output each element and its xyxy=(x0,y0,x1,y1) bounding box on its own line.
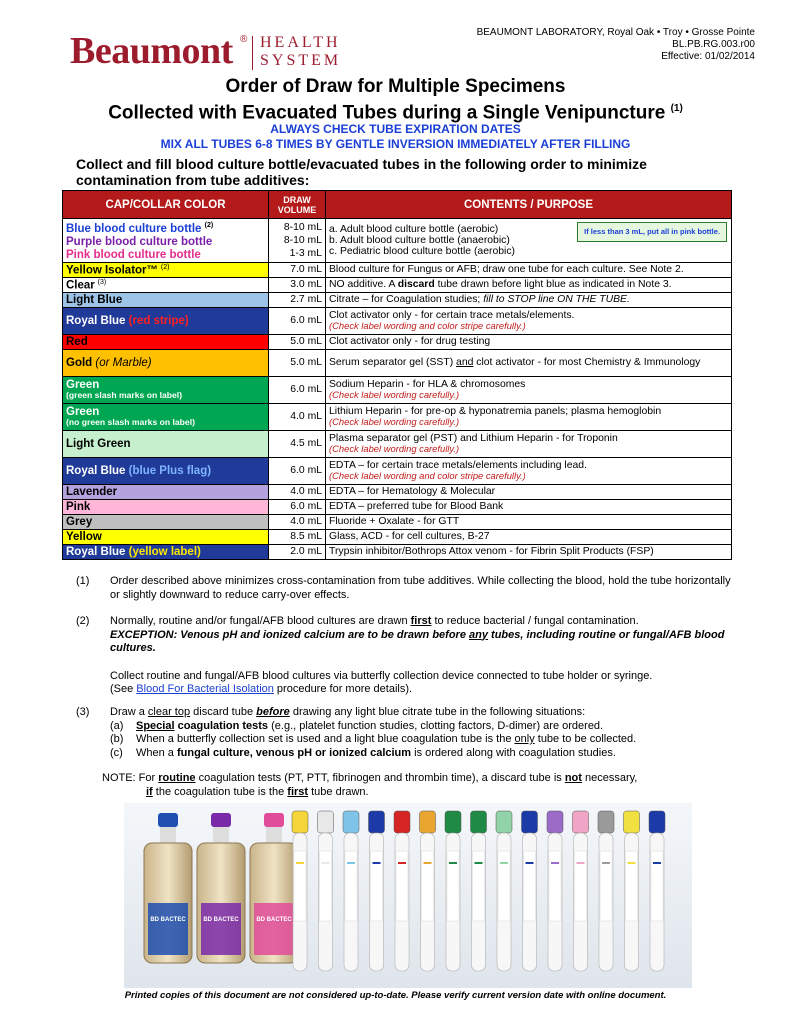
vol-gold: 5.0 mL xyxy=(269,349,326,376)
note-coag-first: first xyxy=(287,785,309,798)
cap-lavender-label: Lavender xyxy=(66,485,118,498)
title-footnote-ref: (1) xyxy=(670,103,683,114)
bottle-label-text: BD BACTEC xyxy=(256,917,292,923)
tube-cap xyxy=(522,811,538,833)
note-1-text: Order described above minimizes cross-contamination from tube additives. While collecting the blood, hold the tube horizontally or slightly downward to reduce carry-over effects. xyxy=(110,575,731,601)
cap-royal-blue-yellow xyxy=(63,544,269,559)
contents-royal-blue-plus-note: (Check label wording and color stripe carefully.) xyxy=(329,470,526,482)
contents-yellow-isolator: Blood culture for Fungus or AFB; draw one tube for each culture. See Note 2. xyxy=(326,262,732,277)
contents-green-lithium xyxy=(326,403,732,430)
contents-clear-post: tube drawn before light blue as indicated in Note 3. xyxy=(434,279,672,291)
note-2-exception-a: EXCEPTION: Venous pH and ionized calcium are to be drawn before xyxy=(110,628,469,641)
note-coag-part-c: necessary, xyxy=(581,772,638,784)
note-2-first: first xyxy=(410,615,432,627)
note-1 xyxy=(76,575,736,602)
contents-light-green xyxy=(326,430,732,457)
tube-label xyxy=(498,851,510,921)
table-row-light-green xyxy=(63,430,732,457)
bottle-label-text: BD BACTEC xyxy=(203,917,239,923)
contents-light-blue-text: Citrate – for Coagulation studies; xyxy=(329,294,484,306)
cap-gold xyxy=(63,349,269,376)
tube-cap xyxy=(598,811,614,833)
cap-lavender xyxy=(63,484,269,499)
page-title xyxy=(0,76,791,124)
tube xyxy=(343,811,359,971)
note-coag-part-a: For xyxy=(135,772,159,784)
bottle-neck xyxy=(266,827,282,845)
note-2-part-b: to reduce bacterial / fungal contamination. xyxy=(431,615,639,627)
note-3-part-b: discard tube xyxy=(190,706,257,718)
contents-green-sodium-text: Sodium Heparin - for HLA & chromosomes xyxy=(329,379,526,391)
contents-gold-post: clot activator - for most Chemistry & Immunology xyxy=(473,356,701,368)
note-coag-part-b: coagulation tests (PT, PTT, fibrinogen and thrombin time), a discard tube is xyxy=(195,772,565,784)
cap-blue-note: (2) xyxy=(204,222,214,229)
contents-green-lithium-note: (Check label wording carefully.) xyxy=(329,416,460,428)
cap-grey xyxy=(63,514,269,529)
table-row-red xyxy=(63,334,732,349)
cap-yellow xyxy=(63,529,269,544)
bottle-label-band xyxy=(254,903,294,955)
note-2-see-a: (See xyxy=(110,683,137,695)
table-row-lavender xyxy=(63,484,732,499)
tube-label xyxy=(422,851,434,921)
cap-red xyxy=(63,334,269,349)
vol-lavender: 4.0 mL xyxy=(269,484,326,499)
note-3a-rest: (e.g., platelet function studies, clotting factors, D-dimer) are ordered. xyxy=(268,719,604,732)
vol-green-lithium: 4.0 mL xyxy=(269,403,326,430)
bottle-neck xyxy=(160,827,176,845)
cap-blue-label: Blue blood culture bottle xyxy=(66,222,202,235)
cap-green-no-slash xyxy=(63,403,269,430)
cap-yellow-label-accent: (yellow label) xyxy=(128,545,201,558)
warning-inversion: MIX ALL TUBES 6-8 TIMES BY GENTLE INVERSION IMMEDIATELY AFTER FILLING xyxy=(160,137,631,151)
logo-system: SYSTEM xyxy=(260,52,342,69)
vol-blue: 8-10 mL xyxy=(283,221,322,233)
contents-pink: EDTA – preferred tube for Blood Bank xyxy=(326,499,732,514)
tube-label xyxy=(294,851,306,921)
tube-cap xyxy=(471,811,487,833)
note-3-before: before xyxy=(256,706,290,718)
contents-gold-pre: Serum separator gel (SST) xyxy=(329,356,457,368)
header-cap-color: CAP/COLLAR COLOR xyxy=(63,191,269,219)
cap-clear-note: (3) xyxy=(97,278,107,286)
table-row-blood-culture xyxy=(63,219,732,263)
cap-pink-label: Pink xyxy=(66,500,91,513)
cap-clear-label: Clear xyxy=(66,279,95,292)
note-2-number: (2) xyxy=(76,615,90,627)
contents-green-sodium-note: (Check label wording carefully.) xyxy=(329,389,460,401)
tube-label xyxy=(473,851,485,921)
contents-light-green-text: Plasma separator gel (PST) and Lithium Heparin - for Troponin xyxy=(329,433,618,445)
cap-blood-culture xyxy=(63,219,269,263)
vol-green-sodium: 6.0 mL xyxy=(269,376,326,403)
cap-pink-bottle: Pink blood culture bottle xyxy=(66,248,201,261)
note-2-part-a: Normally, routine and/or fungal/AFB blood cultures are drawn xyxy=(110,615,411,627)
tube-label xyxy=(371,851,383,921)
table-row-yellow xyxy=(63,529,732,544)
cap-yellow-isolator-label: Yellow Isolator™ xyxy=(66,264,159,277)
tube xyxy=(496,811,512,971)
vol-pink: 1-3 mL xyxy=(289,247,322,259)
cap-royal-blue-plus xyxy=(63,457,269,484)
note-3a-bold: coagulation tests xyxy=(174,719,269,732)
tube xyxy=(649,811,665,971)
cap-royal-blue-yellow-label: Royal Blue xyxy=(66,545,129,558)
contents-clear xyxy=(326,277,732,292)
cap-purple-bottle: Purple blood culture bottle xyxy=(66,235,213,248)
cap-royal-blue-plus-label: Royal Blue xyxy=(66,464,129,477)
tube-cap xyxy=(496,811,512,833)
title-line-2 xyxy=(0,98,791,124)
cap-royal-blue-red-stripe xyxy=(63,307,269,334)
table-row-light-blue xyxy=(63,292,732,307)
tube xyxy=(369,811,385,971)
evacuated-tubes xyxy=(292,811,665,971)
bottle-label-text: BD BACTEC xyxy=(150,917,186,923)
bottle-neck xyxy=(213,827,229,845)
logo-registered-mark: ® xyxy=(240,34,248,45)
table-row-green-lithium xyxy=(63,403,732,430)
tube-label xyxy=(345,851,357,921)
note-coag-label: NOTE: xyxy=(102,772,136,784)
tube xyxy=(573,811,589,971)
vol-purple: 8-10 mL xyxy=(283,234,322,246)
cap-gold-accent: (or Marble) xyxy=(95,356,152,369)
contents-pediatric: c. Pediatric blood culture bottle (aerobic) xyxy=(329,245,515,257)
tube-label xyxy=(549,851,561,921)
note-3-number: (3) xyxy=(76,706,90,718)
cap-green-no-slash-label: Green xyxy=(66,406,100,419)
table-row-gold xyxy=(63,349,732,376)
cap-royal-blue-label: Royal Blue xyxy=(66,314,129,327)
note-1-number: (1) xyxy=(76,575,90,587)
tube-label xyxy=(524,851,536,921)
blood-bacterial-isolation-link[interactable]: Blood For Bacterial Isolation xyxy=(136,683,274,695)
contents-yellow: Glass, ACD - for cell cultures, B-27 xyxy=(326,529,732,544)
note-coag-part-e: tube drawn. xyxy=(308,785,369,798)
note-3a-special: Special xyxy=(136,719,175,732)
tube xyxy=(445,811,461,971)
tube xyxy=(292,811,308,971)
note-coag-not: not xyxy=(564,772,582,784)
note-3-clear-top: clear top xyxy=(147,706,191,718)
note-2-collect xyxy=(110,670,736,697)
cap-light-green xyxy=(63,430,269,457)
tube xyxy=(624,811,640,971)
document-meta xyxy=(477,27,755,63)
tube-label xyxy=(651,851,663,921)
note-3 xyxy=(76,706,736,799)
tube-label xyxy=(447,851,459,921)
effective-date: Effective: 01/02/2014 xyxy=(661,51,755,62)
note-coag-routine: routine xyxy=(158,772,196,784)
table-header-row xyxy=(63,191,732,219)
cap-pink xyxy=(63,499,269,514)
tubes-illustration xyxy=(124,803,692,988)
vol-light-green: 4.5 mL xyxy=(269,430,326,457)
tube xyxy=(522,811,538,971)
lab-locations: BEAUMONT LABORATORY, Royal Oak • Troy • Grosse Pointe xyxy=(476,27,755,38)
contents-royal-blue-red-text: Clot activator only - for certain trace metals/elements. xyxy=(329,310,575,322)
cap-blue-plus-accent: (blue Plus flag) xyxy=(128,464,212,477)
contents-aerobic: a. Adult blood culture bottle (aerobic) xyxy=(329,223,499,235)
logo-divider xyxy=(252,36,253,70)
contents-clear-pre: NO additive. A xyxy=(329,279,398,291)
logo-wordmark: Beaumont xyxy=(70,30,233,72)
vol-yellow-isolator: 7.0 mL xyxy=(269,262,326,277)
vol-pink-tube: 6.0 mL xyxy=(269,499,326,514)
contents-lavender: EDTA – for Hematology & Molecular xyxy=(326,484,732,499)
bottle-cap xyxy=(264,813,284,827)
cap-yellow-label: Yellow xyxy=(66,530,102,543)
header-contents: CONTENTS / PURPOSE xyxy=(326,191,732,219)
vol-royal-blue-yellow: 2.0 mL xyxy=(269,544,326,559)
note-3b-part-b: tube to be collected. xyxy=(534,733,637,745)
note-2-text xyxy=(110,615,736,656)
footer-disclaimer: Printed copies of this document are not considered up-to-date. Please verify current version date with online document. xyxy=(124,990,667,1001)
table-row-grey xyxy=(63,514,732,529)
tube-cap xyxy=(420,811,436,833)
contents-red: Clot activator only - for drug testing xyxy=(326,334,732,349)
intro-text: Collect and fill blood culture bottle/evacuated tubes in the following order to minimize contamination from tube additives: xyxy=(76,156,647,188)
vol-red: 5.0 mL xyxy=(269,334,326,349)
tube-label xyxy=(320,851,332,921)
note-3c-part-a: When a xyxy=(136,746,177,759)
tube xyxy=(598,811,614,971)
note-coag xyxy=(102,772,736,799)
tube-cap xyxy=(343,811,359,833)
note-3b-part-a: When a butterfly collection set is used and a light blue coagulation tube is the xyxy=(136,733,515,745)
header-draw-volume: DRAW VOLUME xyxy=(269,191,326,219)
note-2-exception-b: tubes, including routine or fungal/AFB blood cultures. xyxy=(110,628,725,654)
tube-label xyxy=(600,851,612,921)
note-3b-label: (b) xyxy=(110,733,124,745)
table-row-royal-blue-yellow xyxy=(63,544,732,559)
logo-health: HEALTH xyxy=(260,34,341,51)
note-3c-bold: fungal culture, venous pH or ionized calcium xyxy=(176,746,412,759)
cap-green-slash xyxy=(63,376,269,403)
note-coag-if: if xyxy=(146,785,153,798)
tube xyxy=(394,811,410,971)
note-2-exception-any: any xyxy=(469,628,488,641)
contents-clear-bold: discard xyxy=(397,279,435,291)
note-3c-part-b: is ordered along with coagulation studies. xyxy=(411,746,616,759)
contents-light-green-note: (Check label wording carefully.) xyxy=(329,443,460,455)
cap-yellow-isolator xyxy=(63,262,269,277)
tube xyxy=(420,811,436,971)
cap-grey-label: Grey xyxy=(66,515,93,528)
note-2-collect-text: Collect routine and fungal/AFB blood cultures via butterfly collection device connected to tube holder or syringe. xyxy=(110,669,653,682)
tube xyxy=(471,811,487,971)
vol-yellow: 8.5 mL xyxy=(269,529,326,544)
contents-royal-blue-yellow: Trypsin inhibitor/Bothrops Attox venom - for Fibrin Split Products (FSP) xyxy=(326,544,732,559)
pink-bottle-callout: If less than 3 mL, put all in pink bottle. xyxy=(577,222,727,242)
contents-gold xyxy=(326,349,732,376)
cap-green-slash-sub: (green slash marks on label) xyxy=(66,390,183,401)
cap-clear xyxy=(63,277,269,292)
document-id: BL.PB.RG.003.r00 xyxy=(672,39,755,50)
tube-cap xyxy=(292,811,308,833)
contents-light-blue-italic: fill to STOP line ON THE TUBE. xyxy=(483,294,630,306)
tube-cap xyxy=(318,811,334,833)
tube xyxy=(547,811,563,971)
cap-light-blue xyxy=(63,292,269,307)
contents-royal-blue-plus-text: EDTA – for certain trace metals/elements including lead. xyxy=(329,460,587,472)
tube-cap xyxy=(624,811,640,833)
tubes-photo xyxy=(124,803,692,988)
note-3-text xyxy=(110,706,736,760)
bottle-label-band xyxy=(148,903,188,955)
note-3a-label: (a) xyxy=(110,719,124,732)
warnings xyxy=(0,122,791,152)
tube-label xyxy=(396,851,408,921)
contents-green-lithium-text: Lithium Heparin - for pre-op & hyponatremia panels; plasma hemoglobin xyxy=(329,406,662,418)
table-row-royal-blue-plus xyxy=(63,457,732,484)
note-3-part-c: drawing any light blue citrate tube in the following situations: xyxy=(289,706,586,718)
tube-label xyxy=(626,851,638,921)
contents-royal-blue-plus xyxy=(326,457,732,484)
tube-cap xyxy=(573,811,589,833)
tube xyxy=(318,811,334,971)
tube-cap xyxy=(394,811,410,833)
vol-clear: 3.0 mL xyxy=(269,277,326,292)
bottle-label-band xyxy=(201,903,241,955)
tube-cap xyxy=(547,811,563,833)
vol-royal-blue-red: 6.0 mL xyxy=(269,307,326,334)
cap-green-slash-label: Green xyxy=(66,379,100,392)
table-row-green-sodium xyxy=(63,376,732,403)
contents-light-blue xyxy=(326,292,732,307)
cap-red-label: Red xyxy=(66,335,88,348)
cap-light-blue-label: Light Blue xyxy=(66,293,123,306)
order-of-draw-table xyxy=(62,190,732,560)
vol-light-blue: 2.7 mL xyxy=(269,292,326,307)
bottle-cap xyxy=(211,813,231,827)
contents-blood-culture xyxy=(326,219,732,263)
title-line-2-text: Collected with Evacuated Tubes during a Single Venipuncture xyxy=(108,102,666,124)
cap-gold-label: Gold xyxy=(66,356,96,369)
contents-royal-blue-red-note: (Check label wording and color stripe carefully.) xyxy=(329,320,526,332)
note-3-part-a: Draw a xyxy=(110,706,148,718)
cap-yellow-isolator-note: (2) xyxy=(160,263,170,271)
vol-royal-blue-plus: 6.0 mL xyxy=(269,457,326,484)
tube-cap xyxy=(649,811,665,833)
note-2-see-b: procedure for more details). xyxy=(273,683,413,695)
note-3b-only: only xyxy=(514,733,535,745)
contents-anaerobic: b. Adult blood culture bottle (anaerobic) xyxy=(329,234,510,246)
tube-cap xyxy=(445,811,461,833)
table-row-royal-blue-red xyxy=(63,307,732,334)
cap-red-stripe-accent: (red stripe) xyxy=(128,314,189,327)
tube-cap xyxy=(369,811,385,833)
table-row-pink xyxy=(63,499,732,514)
contents-gold-and: and xyxy=(456,356,474,368)
table-row-yellow-isolator xyxy=(63,262,732,277)
tube-label xyxy=(575,851,587,921)
contents-grey: Fluoride + Oxalate - for GTT xyxy=(326,514,732,529)
warning-expiration: ALWAYS CHECK TUBE EXPIRATION DATES xyxy=(270,122,521,136)
blood-culture-bottles xyxy=(144,813,298,963)
note-3c-label: (c) xyxy=(110,746,123,759)
table-row-clear xyxy=(63,277,732,292)
note-2 xyxy=(76,615,736,697)
vol-grey: 4.0 mL xyxy=(269,514,326,529)
cap-green-no-slash-sub: (no green slash marks on label) xyxy=(66,417,195,428)
cap-blue-bottle xyxy=(66,219,265,236)
contents-green-sodium xyxy=(326,376,732,403)
title-line-1: Order of Draw for Multiple Specimens xyxy=(225,76,566,97)
vol-blood-culture xyxy=(269,219,326,263)
contents-royal-blue-red xyxy=(326,307,732,334)
cap-light-green-label: Light Green xyxy=(66,437,131,450)
note-coag-part-d: the coagulation tube is the xyxy=(152,785,288,798)
bottle-cap xyxy=(158,813,178,827)
